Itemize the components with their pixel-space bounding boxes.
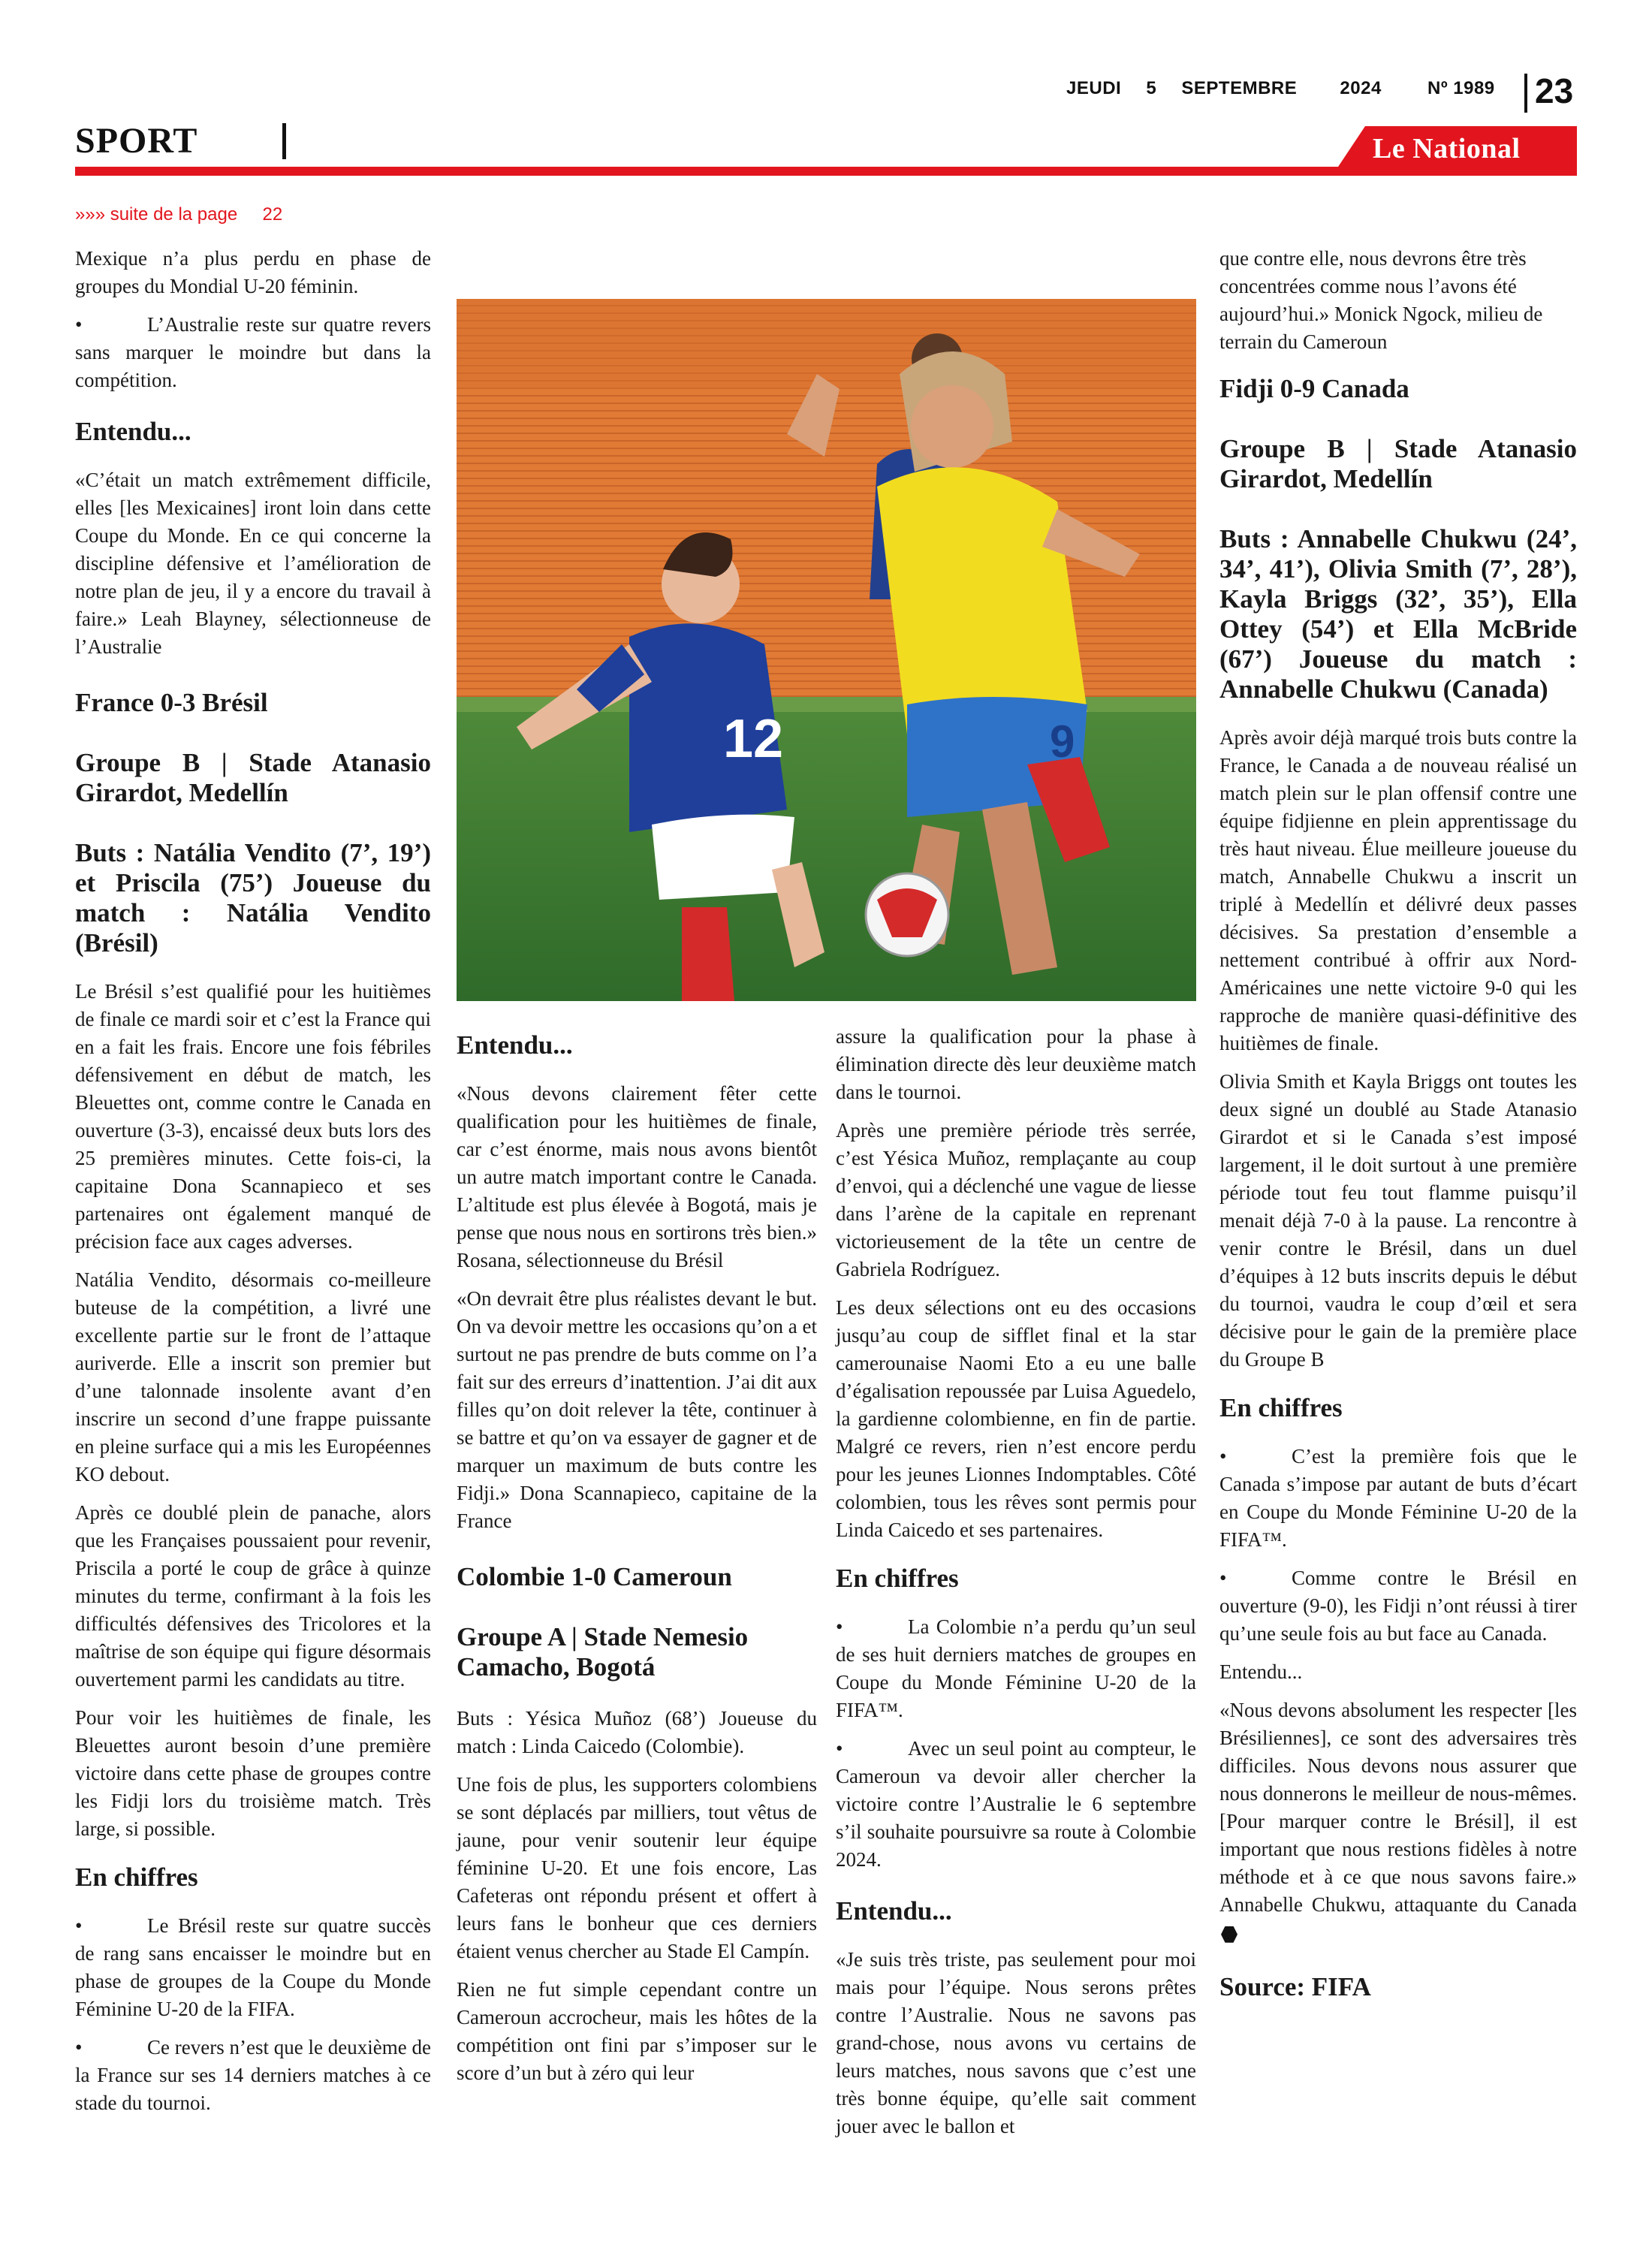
header-rule (75, 167, 1577, 176)
page-number-divider (1524, 74, 1527, 113)
match-title: Fidji 0-9 Canada (1219, 374, 1409, 403)
column-2 (457, 1023, 817, 2098)
bullet-item (836, 1735, 1196, 1874)
subheading-chiffres: En chiffres (75, 1862, 198, 1892)
page-number: 23 (1535, 71, 1574, 110)
paragraph: que contre elle, nous devrons être très concentrées comme nous l’avons été aujourd’hui.» Monick Ngock, milieu de terrain du Cameroun (1219, 247, 1543, 353)
match-photo (457, 299, 1196, 1001)
paragraph: Après ce doublé plein de panache, alors que les Françaises poussaient pour revenir, Priscila a porté le coup de grâce à quinze minutes du terme, confirmant à la fois les difficultés défensives des Tricolores et la maîtrise de son équipe qui figure désormais ouvertement parmi les candidats au titre. (75, 1501, 431, 1691)
quote: «Je suis très triste, pas seulement pour moi mais pour l’équipe. Nous serons prêtes contre l’Australie. Nous ne savons pas grand-chose, nous avons vu certains de leurs matches, nous savons que c’est une très bonne équipe, qu’elle sait comment jouer avec le ballon et (836, 1948, 1196, 2137)
quote: «C’était un match extrêmement difficile, elles [les Mexicaines] iront loin dans cette Coupe du Monde. En ce qui concerne la discipline défensive et l’amélioration de notre plan de jeu, il y a encore du travail à faire.» Leah Blayney, sélectionneuse de l’Australie (75, 469, 431, 658)
bullet-item (836, 1613, 1196, 1724)
bullet-icon: • (836, 1737, 843, 1760)
bullet-text: Le Brésil reste sur quatre succès de rang sans encaisser le moindre but en phase de groupes de la Coupe du Monde Féminine U-20 de la FIFA. (75, 1914, 431, 2020)
paragraph: Le Brésil s’est qualifié pour les huitièmes de finale ce mardi soir et c’est la France qui en a fait les frais. Encore une fois fébriles défensivement en début de match, les Bleuettes ont, comme contre le Canada en ouverture (3-3), encaissé deux buts lors des 25 premières minutes. Cette fois-ci, la capitaine Dona Scannapieco et ses partenaires ont également manqué de précision face aux cages adverses. (75, 980, 431, 1253)
bullet-icon: • (1219, 1445, 1227, 1467)
bullet-icon: • (75, 2036, 83, 2058)
paragraph: Natália Vendito, désormais co-meilleure buteuse de la compétition, a livré une excellente partie sur le front de l’attaque auriverde. Elle a inscrit son premier but d’une talonnade insolente avant d’en inscrire un second d’une frappe puissante en pleine surface qui a mis les Européennes KO debout. (75, 1268, 431, 1485)
bullet-item (1219, 1564, 1577, 1648)
end-of-article-icon (1221, 1926, 1237, 1943)
date-number: 5 (1146, 78, 1157, 98)
issue-date (1066, 78, 1515, 99)
bullet-text: Ce revers n’est que le deuxième de la France sur ses 14 derniers matches à ce stade du tournoi. (75, 2036, 431, 2114)
quote: «On devrait être plus réalistes devant le but. On va devoir mettre les occasions qu’on a et surtout ne pas prendre de buts comme on l’a fait sur des erreurs d’inattention. J’ai dit aux filles qu’on doit relever la tête, continuer à se battre et qu’on va essayer de gagner et de marquer un maximum de buts contre les Fidji.» Dona Scannapieco, capitaine de la France (457, 1287, 817, 1532)
paragraph: Les deux sélections ont eu des occasions jusqu’au coup de sifflet final et la star camerounaise Naomi Eto a eu une balle d’égalisation repoussée par Luisa Aguedelo, la gardienne colombienne, en fin de partie. Malgré ce revers, rien n’est encore perdu pour les jeunes Lionnes Indomptables. Côté colombien, tous les rêves sont permis pour Linda Caicedo et ses partenaires. (836, 1296, 1196, 1541)
date-day: JEUDI (1066, 78, 1122, 98)
paragraph: Olivia Smith et Kayla Briggs ont toutes les deux signé un doublé au Stade Atanasio Girardot et si le Canada s’est imposé largement, il le doit surtout à une première période tout feu tout flamme puisqu’il menait déjà 7-0 à la pause. La rencontre à venir contre le Brésil, dans un duel d’équipes à 12 buts inscrits depuis le début du tournoi, vaudra le coup d’œil et sera décisive pour le gain de la première place du Groupe B (1219, 1070, 1577, 1371)
column-3 (836, 1023, 1196, 2151)
bullet-item (1219, 1443, 1577, 1554)
match-title: Colombie 1-0 Cameroun (457, 1562, 732, 1591)
jersey-number-left: 12 (723, 709, 784, 769)
subheading-entendu-inline: Entendu... (1219, 1660, 1303, 1683)
bullet-item (75, 1912, 431, 2023)
section-title: SPORT (75, 121, 198, 161)
paragraph: Rien ne fut simple cependant contre un Cameroun accrocheur, mais les hôtes de la compétition ont fini par s’imposer sur le score d’un but à zéro qui leur (457, 1978, 817, 2084)
brand-name: Le National (1373, 133, 1521, 164)
column-4 (1219, 245, 1577, 2022)
bullet-icon: • (75, 313, 83, 336)
bullet-text: C’est la première fois que le Canada s’impose par autant de buts d’écart en Coupe du Monde Féminine U-20 de la FIFA™. (1219, 1445, 1577, 1551)
match-group: Groupe B | Stade Atanasio Girardot, Medellín (75, 748, 431, 807)
bullet-icon: • (836, 1615, 843, 1638)
subheading-chiffres: En chiffres (836, 1564, 959, 1593)
bullet-item (75, 311, 431, 394)
jersey-number-right: 9 (1050, 716, 1075, 767)
match-title: France 0-3 Brésil (75, 688, 268, 717)
paragraph: Une fois de plus, les supporters colombiens se sont déplacés par milliers, tout vêtus de jaune, pour venir soutenir leur équipe féminine U-20. Et une fois encore, Las Cafeteras ont répondu présent et offert à leurs fans le bonheur que ces derniers étaient venus chercher au Stade El Campín. (457, 1773, 817, 1962)
paragraph: assure la qualification pour la phase à élimination directe dès leur deuxième match dans le tournoi. (836, 1025, 1196, 1103)
match-group: Groupe A | Stade Nemesio Camacho, Bogotá (457, 1622, 749, 1681)
bullet-text: Avec un seul point au compteur, le Cameroun va devoir aller chercher la victoire contre l’Australie le 6 septembre s’il souhaite poursuivre sa route à Colombie 2024. (836, 1737, 1196, 1871)
match-scorers: Buts : Annabelle Chukwu (24’, 34’, 41’), Olivia Smith (7’, 28’), Kayla Briggs (32’, 35’), Ella Ottey (54’) et Ella McBride (67’) Joueuse du match : Annabelle Chukwu (Canada) (1219, 524, 1577, 704)
source-credit: Source: FIFA (1219, 1972, 1371, 2001)
paragraph: Mexique n’a plus perdu en phase de groupes du Mondial U-20 féminin. (75, 247, 431, 297)
match-scorers: Buts : Yésica Muñoz (68’) Joueuse du match : Linda Caicedo (Colombie). (457, 1707, 817, 1757)
bullet-text: L’Australie reste sur quatre revers sans marquer le moindre but dans la compétition. (75, 313, 431, 391)
subheading-entendu: Entendu... (836, 1896, 952, 1926)
subheading-entendu: Entendu... (457, 1030, 573, 1060)
bullet-item (75, 2034, 431, 2117)
subheading-chiffres: En chiffres (1219, 1393, 1343, 1422)
paragraph: Pour voir les huitièmes de finale, les Bleuettes auront besoin d’une première victoire dans cette phase de groupes contre les Fidji lors du troisième match. Très large, si possible. (75, 1706, 431, 1840)
subheading-entendu: Entendu... (75, 417, 191, 446)
paragraph: Après une première période très serrée, c’est Yésica Muñoz, remplaçante au coup d’envoi, qui a déclenché une vague de liesse dans l’arène de la capitale en reprenant victorieusement de la tête un centre de Gabriela Rodríguez. (836, 1119, 1196, 1280)
bullet-icon: • (1219, 1567, 1227, 1589)
bullet-text: Comme contre le Brésil en ouverture (9-0), les Fidji n’ont réussi à tirer qu’une seule fois au but face au Canada. (1219, 1567, 1577, 1645)
section-divider (282, 123, 286, 159)
continued-from-label: »»» suite de la page 22 (75, 204, 283, 225)
match-photo-illustration (457, 299, 1196, 1001)
quote (1219, 1697, 1577, 1947)
column-1 (75, 245, 431, 2128)
date-month: SEPTEMBRE (1181, 78, 1298, 98)
bullet-text: La Colombie n’a perdu qu’un seul de ses huit derniers matches de groupes en Coupe du Monde Féminine U-20 de la FIFA™. (836, 1615, 1196, 1721)
paragraph: Après avoir déjà marqué trois buts contre la France, le Canada a de nouveau réalisé un match plein sur le plan offensif contre une équipe fidjienne en plein apprentissage du très haut niveau. Élue meilleure joueuse du match, Annabelle Chukwu a inscrit un triplé à Medellín et délivré deux passes décisives. Sa prestation d’ensemble a nettement contribué à offrir aux Nord-Américaines une nette victoire 9-0 qui les rapproche de manière quasi-définitive des huitièmes de finale. (1219, 726, 1577, 1054)
quote: «Nous devons clairement fêter cette qualification pour les huitièmes de finale, car c’est énorme, mais nous avons bientôt un autre match important contre le Canada. L’altitude est plus élevée à Bogotá, mais je pense que nous nous en sortirons très bien.» Rosana, sélectionneuse du Brésil (457, 1082, 817, 1271)
match-group: Groupe B | Stade Atanasio Girardot, Medellín (1219, 434, 1577, 493)
issue-number: Nº 1989 (1427, 78, 1495, 98)
match-scorers: Buts : Natália Vendito (7’, 19’) et Priscila (75’) Joueuse du match : Natália Vendito (Brésil) (75, 838, 431, 958)
quote-text: «Nous devons absolument les respecter [les Brésiliennes], ce sont des adversaires très difficiles. Nous devons nous assurer que nous donnerons le meilleur de nous-mêmes. [Pour marquer contre le Brésil], il est important que nous restions fidèles à notre méthode et à ce que nous savons faire.» Annabelle Chukwu, attaquante du Canada (1219, 1699, 1577, 1916)
date-year: 2024 (1340, 78, 1382, 98)
bullet-icon: • (75, 1914, 83, 1937)
